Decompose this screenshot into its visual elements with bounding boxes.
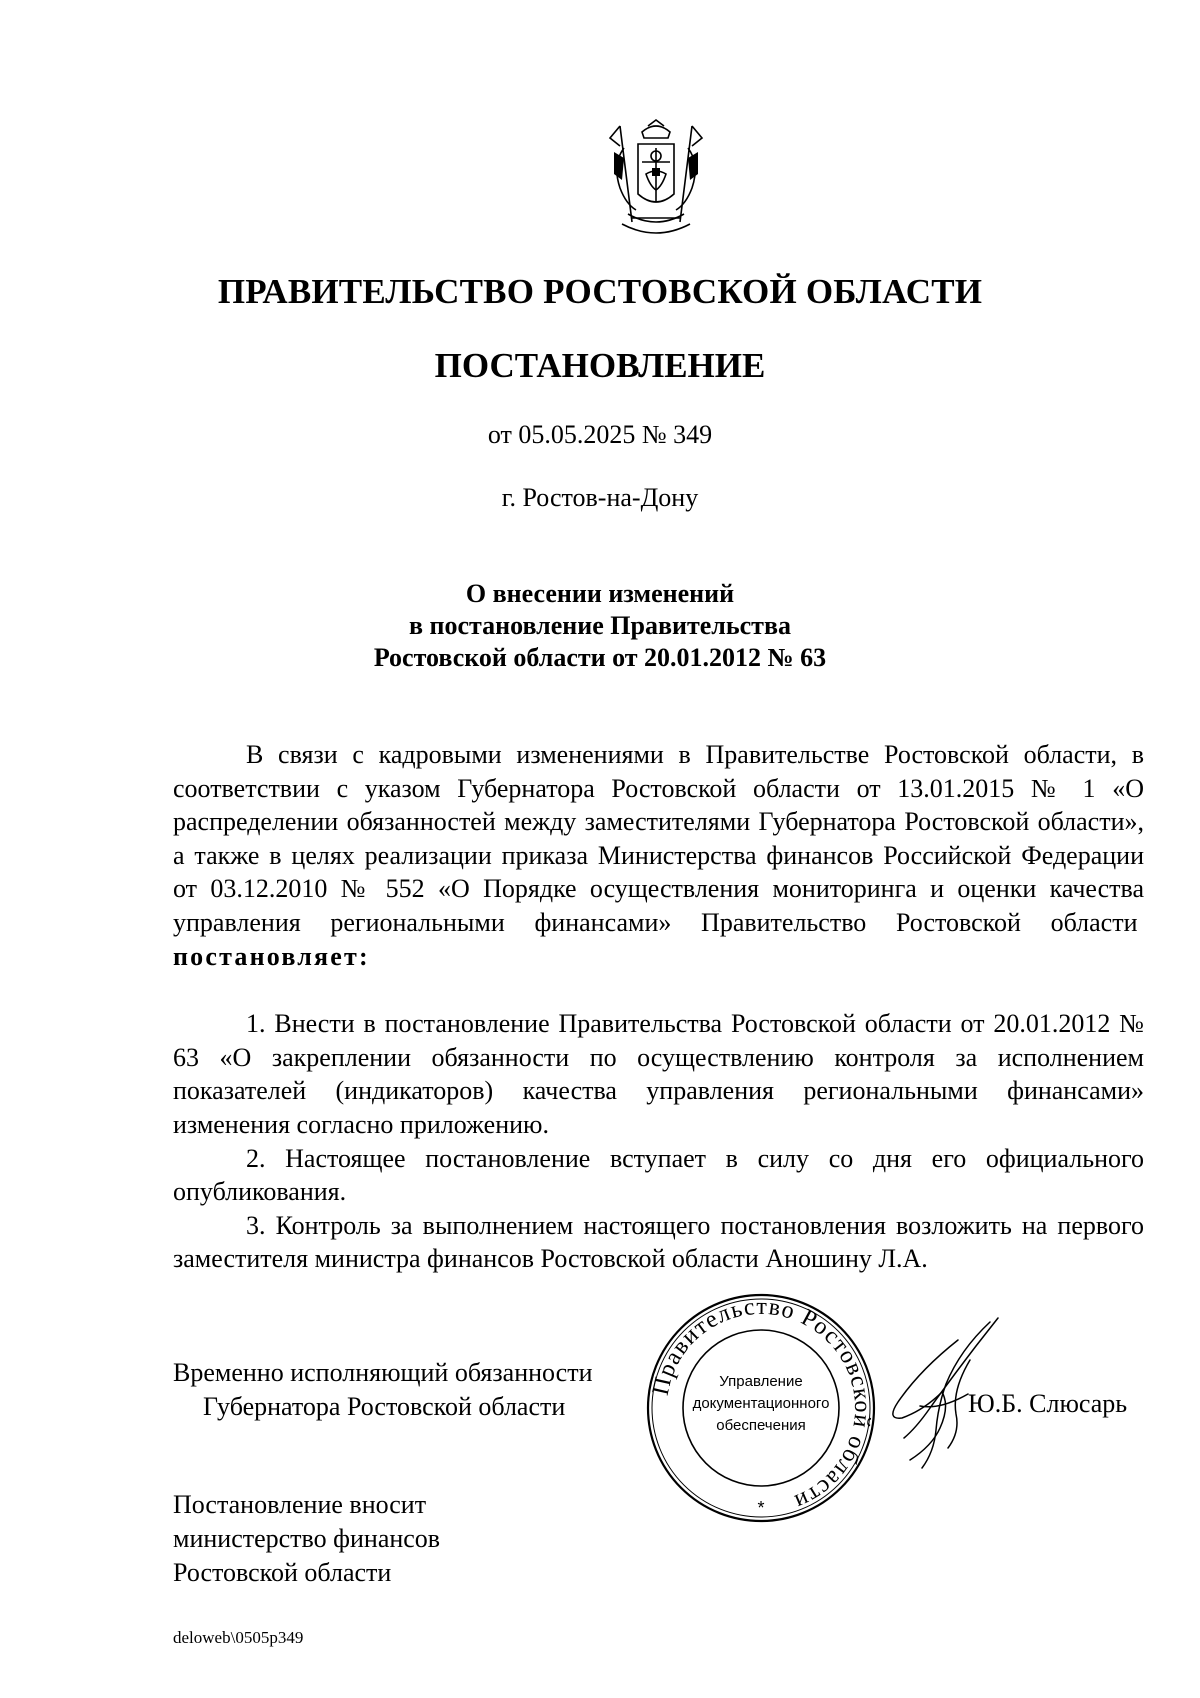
stamp-ring-text: Правительство Ростовской области <box>647 1293 876 1516</box>
item-paragraph: 2. Настоящее постановление вступает в силу со дня его официального опубликования. <box>173 1143 1144 1207</box>
preamble-text: В связи с кадровыми изменениями в Правительстве Ростовской области, в соответствии с указом Губернатора Ростовской области от 13.01.2015 № 1 «О распределении обязанностей между заместителями Губернатора Ростовской области», а также в целях реализации приказа Министерства финансов Российской Федерации от 03.12.2010 № 552 «О Порядке осуществления мониторинга и оценки качества управления региональными финансами» Правительство Ростовской области <box>173 740 1144 937</box>
introduced-line: Постановление вносит <box>173 1490 427 1519</box>
signatory-position <box>173 1356 593 1424</box>
introduced-line: Ростовской области <box>173 1558 392 1587</box>
resolves-keyword: постановляет: <box>173 941 370 971</box>
introduced-line: министерство финансов <box>173 1524 441 1553</box>
coat-of-arms-icon <box>602 118 710 242</box>
stamp-center-line: Управление <box>719 1373 803 1390</box>
subject-line: О внесении изменений <box>465 579 735 608</box>
official-stamp <box>643 1290 879 1526</box>
position-line: Временно исполняющий обязанности <box>173 1358 593 1387</box>
subject-line: Ростовской области от 20.01.2012 № 63 <box>373 643 827 672</box>
position-line: Губернатора Ростовской области <box>203 1392 566 1421</box>
stamp-star: * <box>757 1498 765 1518</box>
signatory-name: Ю.Б. Слюсарь <box>968 1389 1128 1418</box>
government-title: ПРАВИТЕЛЬСТВО РОСТОВСКОЙ ОБЛАСТИ <box>217 272 983 311</box>
stamp-center-line: документационного <box>692 1395 830 1412</box>
preamble-paragraph <box>173 738 1144 973</box>
document-body <box>173 738 1144 1276</box>
document-subject <box>0 578 1200 674</box>
date-number: от 05.05.2025 № 349 <box>487 420 713 449</box>
item-paragraph: 1. Внести в постановление Правительства Ростовской области от 20.01.2012 № 63 «О закреплении обязанности по осуществлению контроля за исполнением показателей (индикаторов) качества управления региональными финансами» изменения согласно приложению. <box>173 1009 1144 1139</box>
introduced-by <box>173 1488 440 1590</box>
file-reference: deloweb\0505p349 <box>173 1628 304 1647</box>
city: г. Ростов-на-Дону <box>501 483 699 512</box>
stamp-center-line: обеспечения <box>716 1417 806 1434</box>
document-type: ПОСТАНОВЛЕНИЕ <box>434 346 766 385</box>
subject-line: в постановление Правительства <box>408 611 791 640</box>
item-paragraph: 3. Контроль за выполнением настоящего постановления возложить на первого заместителя министра финансов Ростовской области Аношину Л.А. <box>173 1210 1144 1274</box>
